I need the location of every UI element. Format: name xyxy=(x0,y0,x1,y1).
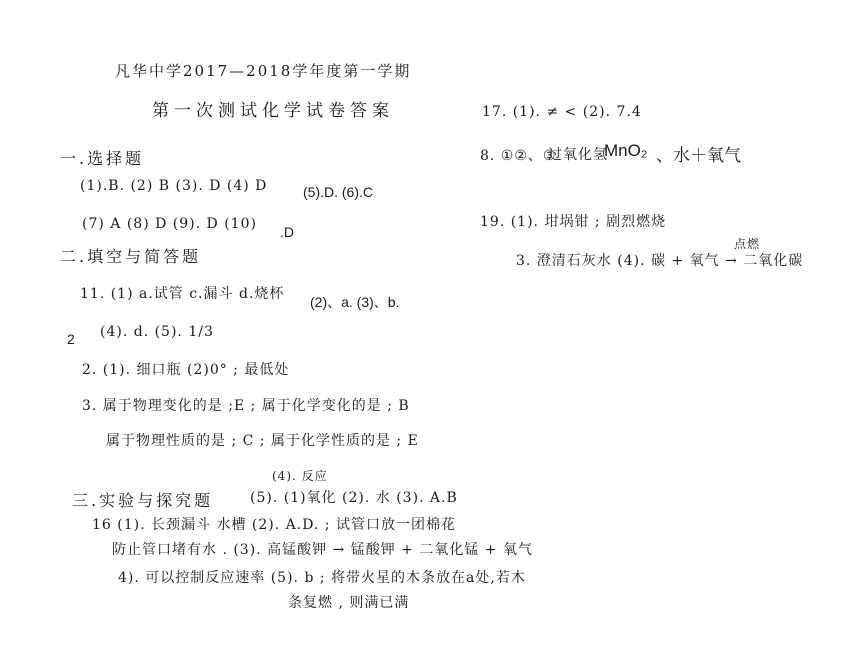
q18-handwritten: 过氧化氢 xyxy=(548,147,608,163)
q16-line3: 防止管口堵有水 . (3). 高锰酸钾 → 锰酸钾 + 二氧化锰 + 氧气 xyxy=(112,542,533,558)
section-fill-heading: 二.填空与简答题 xyxy=(60,247,202,266)
choice-row1-handwritten: (1).B. (2) B (3). D (4) D xyxy=(80,178,268,194)
choice-row2-printed: .D xyxy=(280,224,294,240)
q11-printed: (2)、a. (3)、b. xyxy=(310,294,400,310)
q16-line2: 16 (1). 长颈漏斗 水槽 (2). A.D. ; 试管口放一团棉花 xyxy=(92,517,456,533)
q13-line1: 3. 属于物理变化的是 ;E ; 属于化学变化的是 ; B xyxy=(82,398,410,414)
section-choice-heading: 一.选择题 xyxy=(60,149,145,168)
q16-line5: 条复燃 , 则满已满 xyxy=(288,595,410,611)
q19-line2: 3. 澄清石灰水 (4). 碳 + 氧气 → 二氧化碳 xyxy=(516,253,804,269)
section-experiment-heading: 三.实验与探究题 xyxy=(72,491,214,510)
choice-row2-handwritten: (7) A (8) D (9). D (10) xyxy=(82,216,257,232)
q16-top-note: (4). 反应 xyxy=(272,469,328,483)
q16-line4: 4). 可以控制反应速率 (5). b ; 将带火星的木条放在a处,若木 xyxy=(118,570,526,586)
q12-answer: 2. (1). 细口瓶 (2)0° ; 最低处 xyxy=(82,362,290,378)
q17-answer: 17. (1). ≠ < (2). 7.4 xyxy=(482,104,642,120)
exam-title: 第一次测试化学试卷答案 xyxy=(152,101,394,121)
q16-line1: (5). (1)氧化 (2). 水 (3). A.B xyxy=(250,490,458,506)
q11-line2: (4). d. (5). 1/3 xyxy=(100,324,214,340)
school-year-title: 凡华中学2017—2018学年度第一学期 xyxy=(115,62,412,80)
q18-prefix: 8. ①②、③ xyxy=(480,148,557,164)
choice-row1-printed: (5).D. (6).C xyxy=(303,184,373,200)
q11-margin-number: 2 xyxy=(67,331,75,347)
q13-line2: 属于物理性质的是 ; C ; 属于化学性质的是 ; E xyxy=(106,433,419,449)
q18-printed: 、水＋氧气 xyxy=(656,146,741,165)
q11-handwritten: 11. (1) a.试管 c.漏斗 d.烧杯 xyxy=(80,286,285,302)
q19-arrow-label: 点燃 xyxy=(734,237,761,251)
q18-formula: MnO₂ xyxy=(604,141,648,160)
q19-line1: 19. (1). 坩埚钳 ; 剧烈燃烧 xyxy=(480,214,667,230)
